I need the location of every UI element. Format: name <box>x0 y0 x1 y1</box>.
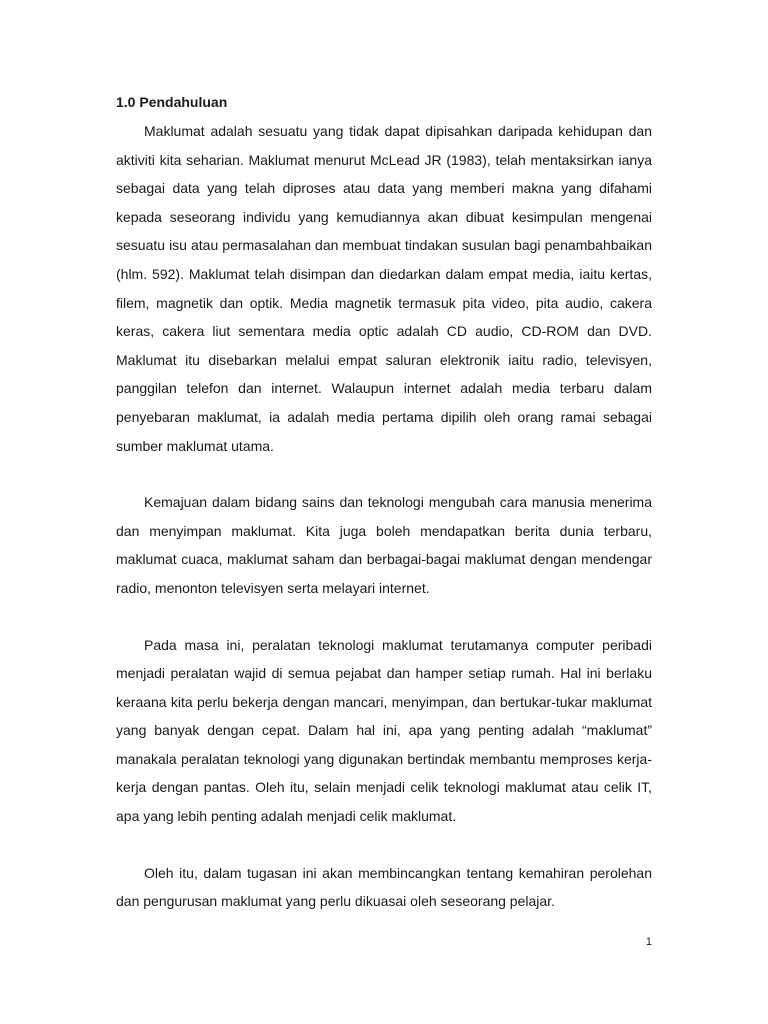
paragraph-introduction: Maklumat adalah sesuatu yang tidak dapat dipisahkan daripada kehidupan dan aktiviti kita seharian. Maklumat menurut McLead JR (1983), telah mentaksirkan ianya sebagai data yang telah diproses atau data yang memberi makna yang difahami kepada seseorang individu yang kemudiannya akan dibuat kesimpulan mengenai sesuatu isu atau permasalahan dan membuat tindakan susulan bagi penambahbaikan (hlm. 592). Maklumat telah disimpan dan diedarkan dalam empat media, iaitu kertas, filem, magnetik dan optik. Media magnetik termasuk pita video, pita audio, cakera keras, cakera liut sementara media optic adalah CD audio, CD-ROM dan DVD. Maklumat itu disebarkan melalui empat saluran elektronik iaitu radio, televisyen, panggilan telefon dan internet. Walaupun internet adalah media terbaru dalam penyebaran maklumat, ia adalah media pertama dipilih oleh orang ramai sebagai sumber maklumat utama. <box>116 123 652 454</box>
paragraph-assignment-purpose: Oleh itu, dalam tugasan ini akan membincangkan tentang kemahiran perolehan dan pengurusan maklumat yang perlu dikuasai oleh seseorang pelajar. <box>116 864 652 910</box>
paragraph-technology-progress: Kemajuan dalam bidang sains dan teknologi mengubah cara manusia menerima dan menyimpan maklumat. Kita juga boleh mendapatkan berita dunia terbaru, maklumat cuaca, maklumat saham dan berbagai-bagai maklumat dengan mendengar radio, menonton televisyen serta melayari internet. <box>116 494 652 596</box>
document-body <box>116 91 652 916</box>
paragraph-it-equipment: Pada masa ini, peralatan teknologi maklumat terutamanya computer peribadi menjadi peralatan wajid di semua pejabat dan hamper setiap rumah. Hal ini berlaku keraana kita perlu bekerja dengan mancari, menyimpan, dan bertukar-tukar maklumat yang banyak dengan cepat. Dalam hal ini, apa yang penting adalah “maklumat” manakala peralatan teknologi yang digunakan bertindak membantu memproses kerja-kerja dengan pantas. Oleh itu, selain menjadi celik teknologi maklumat atau celik IT, apa yang lebih penting adalah menjadi celik maklumat. <box>116 636 652 825</box>
page-number: 1 <box>645 936 652 948</box>
section-heading: 1.0 Pendahuluan <box>116 94 228 110</box>
